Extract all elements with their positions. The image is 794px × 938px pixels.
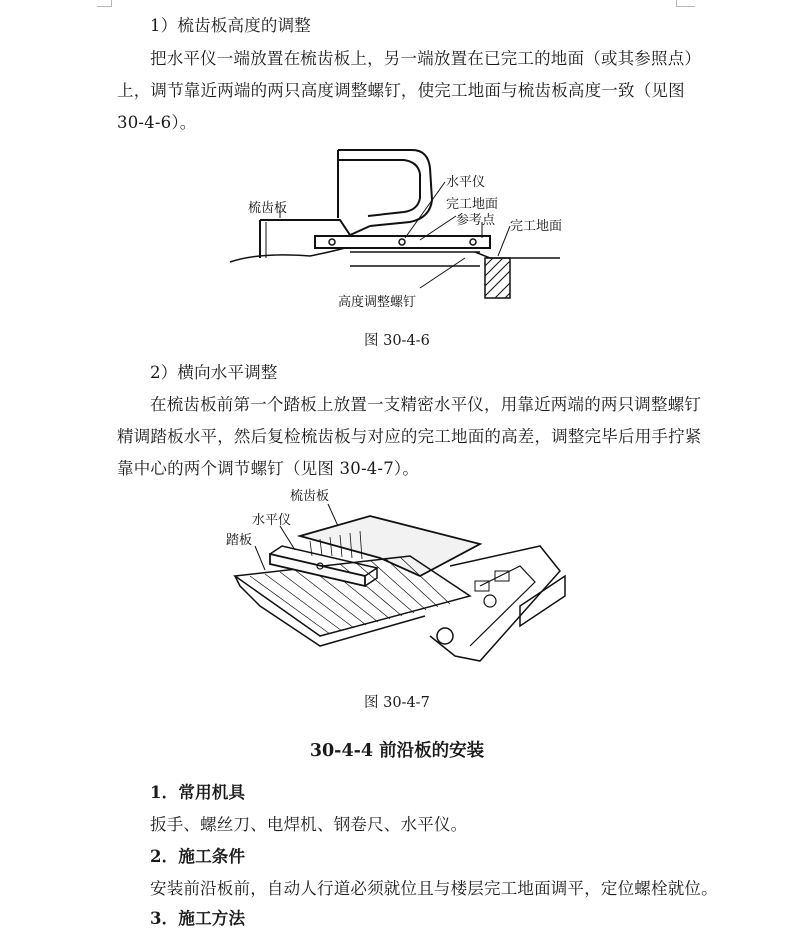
subheading-conditions: 2．施工条件	[150, 847, 246, 866]
paragraph-tools: 扳手、螺丝刀、电焊机、钢卷尺、水平仪。	[150, 815, 468, 834]
heading-comb-height: 1）梳齿板高度的调整	[150, 16, 311, 35]
label-done-floor-ref: 完工地面	[446, 197, 499, 212]
section-title: 30-4-4 前沿板的安装	[309, 741, 485, 761]
label-level: 水平仪	[252, 513, 292, 528]
figure-caption: 图 30-4-7	[364, 695, 430, 711]
figure-30-4-7	[220, 486, 570, 681]
paragraph-line: 在梳齿板前第一个踏板上放置一支精密水平仪，用靠近两端的两只调整螺钉	[150, 395, 702, 414]
figure-30-4-6	[220, 140, 580, 320]
label-ref-point: 参考点	[456, 213, 496, 228]
crop-mark-top-left	[97, 0, 112, 7]
paragraph-line: 精调踏板水平，然后复检梳齿板与对应的完工地面的高差，调整完毕后用手拧紧	[117, 427, 702, 446]
paragraph-line: 上，调节靠近两端的两只高度调整螺钉，使完工地面与梳齿板高度一致（见图	[117, 81, 685, 100]
paragraph-line: 把水平仪一端放置在梳齿板上，另一端放置在已完工的地面（或其参照点）	[150, 49, 702, 68]
label-done-floor: 完工地面	[510, 219, 563, 234]
label-comb-plate: 梳齿板	[290, 489, 330, 504]
label-step: 踏板	[226, 533, 253, 548]
subheading-tools: 1．常用机具	[150, 783, 246, 802]
paragraph-line: 靠中心的两个调节螺钉（见图 30-4-7）。	[117, 459, 420, 478]
paragraph-conditions: 安装前沿板前，自动人行道必须就位且与楼层完工地面调平，定位螺栓就位。	[150, 879, 718, 898]
label-height-screw: 高度调整螺钉	[338, 295, 417, 310]
label-comb-plate: 梳齿板	[248, 201, 288, 216]
crop-mark-top-right	[676, 0, 695, 7]
heading-transverse-level: 2）横向水平调整	[150, 363, 278, 382]
paragraph-line: 30-4-6）。	[117, 113, 197, 132]
figure-caption: 图 30-4-6	[364, 333, 430, 349]
label-level: 水平仪	[446, 175, 486, 190]
subheading-method: 3．施工方法	[150, 909, 246, 928]
